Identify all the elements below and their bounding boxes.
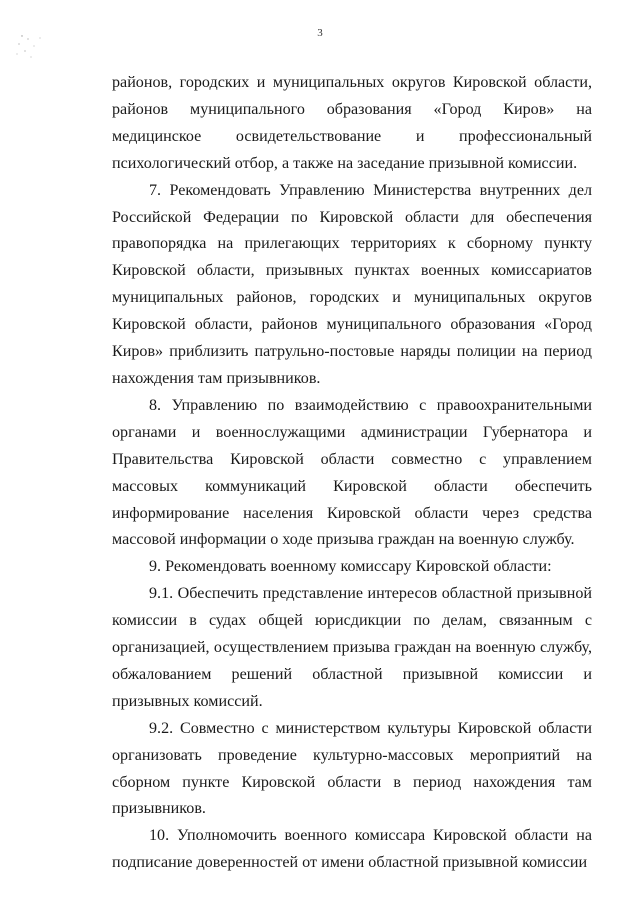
paragraph-10: 10. Уполномочить военного комиссара Кировской области на подписание доверенностей от имени областной призывной комиссии <box>112 827 592 872</box>
scan-artifact <box>14 30 74 80</box>
page-number: 3 <box>317 27 323 39</box>
paragraph-9-2: 9.2. Совместно с министерством культуры Кировской области организовать проведение культурно-массовых мероприятий на сборном пункте Кировской области в период нахождения там призывников. <box>112 719 592 818</box>
document-body <box>112 70 592 877</box>
paragraph-7: 7. Рекомендовать Управлению Министерства внутренних дел Российской Федерации по Кировской области для обеспечения правопорядка на прилегающих территориях к сборному пункту Кировской области, призывных пунктах военных комиссариатов муниципальных районов, городских и муниципальных округов Кировской области, районов муниципального образования «Город Киров» приблизить патрульно-постовые наряды полиции на период нахождения там призывников. <box>112 181 592 387</box>
paragraph-8: 8. Управлению по взаимодействию с правоохранительными органами и военнослужащими администрации Губернатора и Правительства Кировской области совместно с управлением массовых коммуникаций Кировской области обеспечить информирование населения Кировской области через средства массовой информации о ходе призыва граждан на военную службу. <box>112 396 592 549</box>
paragraph-9-1: 9.1. Обеспечить представление интересов областной призывной комиссии в судах общей юрисдикции по делам, связанным с организацией, осуществлением призыва граждан на военную службу, обжалованием решений областной призывной комиссии и призывных комиссий. <box>112 585 592 710</box>
paragraph-9: 9. Рекомендовать военному комиссару Кировской области: <box>149 558 552 576</box>
paragraph-continuation: районов, городских и муниципальных округов Кировской области, районов муниципального образования «Город Киров» на медицинское освидетельствование и профессиональный психологический отбор, а также на заседание призывной комиссии. <box>112 74 592 172</box>
